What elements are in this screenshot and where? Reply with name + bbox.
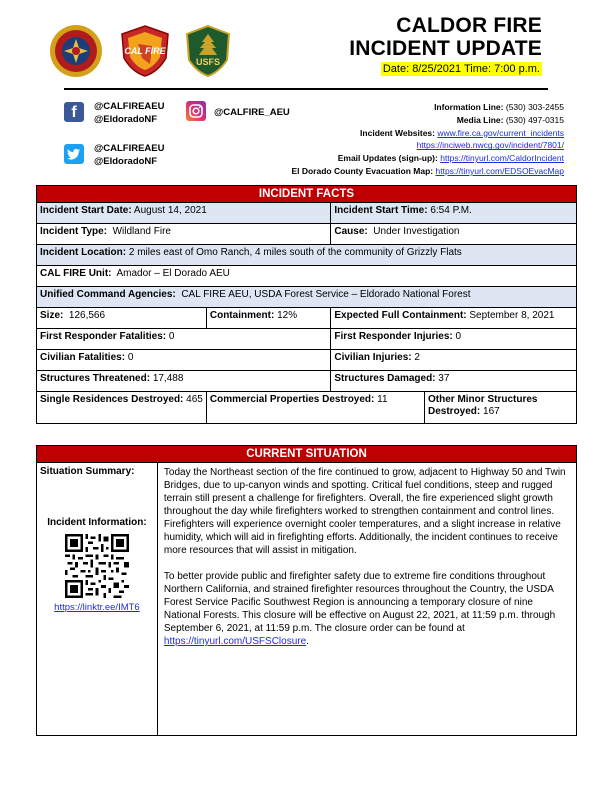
location: 2 miles east of Omo Ranch, 4 miles south of the community of Grizzly Flats bbox=[128, 247, 462, 258]
incident-information-label: Incident Information: bbox=[47, 517, 147, 528]
fr-fatalities-label: First Responder Fatalities: bbox=[40, 331, 167, 342]
media-line: (530) 497-0315 bbox=[505, 114, 564, 125]
twitter-icon[interactable] bbox=[64, 144, 84, 164]
evac-map-link[interactable]: https://tinyurl.com/EDSOEvacMap bbox=[435, 165, 564, 176]
cause: Under Investigation bbox=[373, 226, 460, 237]
commercial-cell bbox=[206, 392, 424, 424]
start-date-label: Incident Start Date: bbox=[40, 205, 132, 216]
closure-order-link[interactable]: https://tinyurl.com/USFSClosure bbox=[163, 636, 307, 647]
start-time: 6:54 P.M. bbox=[430, 205, 472, 216]
unit-label: CAL FIRE Unit: bbox=[40, 268, 112, 279]
agencies-label: Unified Command Agencies: bbox=[40, 289, 176, 300]
qr-link[interactable] bbox=[40, 602, 154, 613]
incident-facts-heading: INCIDENT FACTS bbox=[37, 186, 577, 203]
contact-info bbox=[291, 101, 564, 178]
start-date: August 14, 2021 bbox=[133, 205, 207, 216]
commercial: 11 bbox=[377, 394, 388, 405]
fire-department-logo bbox=[49, 24, 103, 78]
usfs-logo-text: USFS bbox=[195, 57, 220, 67]
header-divider bbox=[64, 88, 548, 90]
situation-paragraph-2 bbox=[164, 570, 570, 648]
facebook-handles bbox=[94, 100, 165, 126]
twitter-handles bbox=[94, 142, 165, 168]
qr-code[interactable] bbox=[65, 534, 129, 598]
email-label: Email Updates (sign-up): bbox=[337, 153, 438, 164]
email-signup-link[interactable]: https://tinyurl.com/CaldorIncident bbox=[440, 153, 564, 164]
agencies-cell bbox=[37, 287, 577, 308]
incident-type: Wildland Fire bbox=[112, 226, 171, 237]
info-line-label: Information Line: bbox=[434, 102, 504, 112]
closure-text-end: . bbox=[306, 636, 309, 647]
full-containment-label: Expected Full Containment: bbox=[334, 310, 467, 321]
civ-fatalities: 0 bbox=[127, 352, 134, 363]
civ-injuries: 2 bbox=[414, 352, 420, 363]
start-time-label: Incident Start Time: bbox=[334, 205, 428, 216]
facebook-handle-2[interactable]: @EldoradoNF bbox=[94, 114, 158, 125]
threatened-label: Structures Threatened: bbox=[40, 373, 151, 384]
location-label: Incident Location: bbox=[40, 247, 127, 258]
qr-link-text[interactable]: https://linktr.ee/IMT6 bbox=[54, 602, 140, 613]
start-date-cell bbox=[37, 203, 331, 224]
location-cell bbox=[37, 245, 577, 266]
instagram-handle[interactable]: @CALFIRE_AEU bbox=[214, 107, 290, 118]
title-line-1: CALDOR FIRE bbox=[396, 14, 542, 37]
fr-injuries: 0 bbox=[455, 331, 462, 342]
situation-summary-label: Situation Summary: bbox=[40, 466, 135, 477]
size-cell bbox=[37, 308, 207, 329]
twitter-handle-1[interactable]: @CALFIREAEU bbox=[94, 143, 165, 154]
media-line-label: Media Line: bbox=[456, 114, 504, 125]
threatened: 17,488 bbox=[152, 373, 184, 384]
size: 126,566 bbox=[68, 310, 106, 321]
title-line-2: INCIDENT UPDATE bbox=[349, 37, 542, 60]
full-containment: September 8, 2021 bbox=[469, 310, 555, 321]
single-res-cell bbox=[37, 392, 207, 424]
current-situation-table bbox=[36, 445, 577, 736]
unit: Amador – El Dorado AEU bbox=[116, 268, 230, 279]
facebook-icon[interactable]: f bbox=[64, 102, 84, 122]
fr-fatalities: 0 bbox=[168, 331, 175, 342]
page-title bbox=[349, 14, 542, 60]
size-label: Size: bbox=[40, 310, 64, 321]
civ-fatalities-cell bbox=[37, 350, 331, 371]
update-date-time: Date: 8/25/2021 Time: 7:00 p.m. bbox=[382, 63, 540, 75]
websites-label: Incident Websites: bbox=[360, 127, 435, 138]
situation-summary-text bbox=[157, 463, 576, 736]
type-cell bbox=[37, 224, 331, 245]
other-cell bbox=[425, 392, 577, 424]
evac-map-label: El Dorado County Evacuation Map: bbox=[291, 165, 434, 176]
website-link-1[interactable]: www.fire.ca.gov/current_incidents bbox=[437, 127, 564, 138]
agencies: CAL FIRE AEU, USDA Forest Service – Eldorado National Forest bbox=[181, 289, 471, 300]
other-label: Other Minor Structures Destroyed: bbox=[428, 394, 538, 417]
full-containment-cell bbox=[331, 308, 577, 329]
current-situation-heading: CURRENT SITUATION bbox=[37, 446, 577, 463]
civ-fatalities-label: Civilian Fatalities: bbox=[40, 352, 126, 363]
instagram-icon[interactable] bbox=[186, 101, 206, 121]
damaged-label: Structures Damaged: bbox=[334, 373, 436, 384]
fr-fatalities-cell bbox=[37, 329, 331, 350]
cause-cell bbox=[331, 224, 577, 245]
other: 167 bbox=[483, 406, 500, 417]
containment-label: Containment: bbox=[209, 310, 275, 321]
type-label: Incident Type: bbox=[40, 226, 108, 237]
damaged: 37 bbox=[438, 373, 450, 384]
containment-cell bbox=[206, 308, 331, 329]
incident-facts-table bbox=[36, 185, 577, 424]
commercial-label: Commercial Properties Destroyed: bbox=[209, 394, 375, 405]
cal-fire-logo-text: CAL FIRE bbox=[124, 46, 166, 56]
start-time-cell bbox=[331, 203, 577, 224]
containment: 12% bbox=[277, 310, 298, 321]
facebook-handle-1[interactable]: @CALFIREAEU bbox=[94, 101, 165, 112]
twitter-handle-2[interactable]: @EldoradoNF bbox=[94, 156, 158, 167]
info-line: (530) 303-2455 bbox=[505, 102, 564, 112]
closure-text: To better provide public and firefighter safety due to extreme fire conditions throughout Northern California, and strained firefighter resources throughout the Country, the USDA Forest Service Pacific Southwest Region is announcing a temporary closure of nine National Forests. This closure will be effective on August 22, 2021, at 11:59 p.m. through September 6, 2021, at 11:59 p.m. The closure order can be found at bbox=[163, 571, 556, 634]
threatened-cell bbox=[37, 371, 331, 392]
single-res-label: Single Residences Destroyed: bbox=[40, 394, 184, 405]
civ-injuries-cell bbox=[331, 350, 577, 371]
fr-injuries-cell bbox=[331, 329, 577, 350]
civ-injuries-label: Civilian Injuries: bbox=[334, 352, 412, 363]
damaged-cell bbox=[331, 371, 577, 392]
single-res: 465 bbox=[186, 394, 203, 405]
cal-fire-logo bbox=[118, 24, 172, 78]
cause-label: Cause: bbox=[334, 226, 368, 237]
situation-sidebar bbox=[37, 463, 158, 736]
website-link-2[interactable]: https://inciweb.nwcg.gov/incident/7801/ bbox=[416, 140, 564, 151]
unit-cell bbox=[37, 266, 577, 287]
fr-injuries-label: First Responder Injuries: bbox=[334, 331, 453, 342]
usfs-logo bbox=[181, 24, 235, 78]
situation-paragraph-1: Today the Northeast section of the fire continued to grow, adjacent to Highway 50 and Twin Bridges, due to up-canyon winds and spotting. Critical fuel conditions, steep and rugged terrain still present a challenge for firefighters. Overall, the fire experienced slight growth throughout the day while firefighters worked to strengthen containment and control lines. Firefighters will experience overnight cooler temperatures, and a slight increase in relative humidity, which will aid in firefighting efforts. Additionally, the incident continues to receive more resources that will assist in mitigation. bbox=[163, 467, 566, 556]
